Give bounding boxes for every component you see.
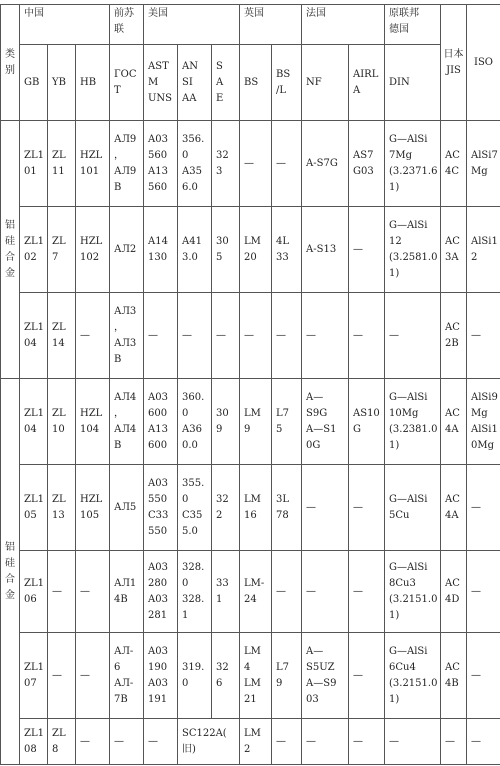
iso-cell: — <box>467 633 500 719</box>
iso-cell: AlSi7 Mg <box>467 121 500 207</box>
table-row <box>1 121 500 207</box>
sae-cell: 30 5 <box>212 207 240 293</box>
airla-header: AIRL A <box>349 45 385 121</box>
iso-cell: AlSi1 2 <box>467 207 500 293</box>
astm-uns-cell: A03 190 A03 191 <box>144 633 178 719</box>
ansi-aa-cell: 319. 0 <box>178 633 212 719</box>
bs-l-cell: — <box>272 719 302 765</box>
ansi-aa-cell: A41 3.0 <box>178 207 212 293</box>
hb-cell: HZL 105 <box>76 465 110 551</box>
ansi-aa-cell: 328. 0 328. 1 <box>178 551 212 633</box>
gost-cell: АЛ2 <box>110 207 144 293</box>
gost-header: ГОС Т <box>110 45 144 121</box>
germany-header: 原联邦 德国 <box>385 5 441 45</box>
bs-header: BS <box>240 45 272 121</box>
airla-cell: — <box>349 465 385 551</box>
bs-l-cell: 3L 78 <box>272 465 302 551</box>
bs-cell: — <box>240 293 272 379</box>
astm-uns-cell: A14 130 <box>144 207 178 293</box>
airla-cell: AS10 G <box>349 379 385 465</box>
france-header: 法国 <box>302 5 385 45</box>
table-row <box>1 379 500 465</box>
yb-cell: ZL 13 <box>48 465 76 551</box>
gost-cell: — <box>110 719 144 765</box>
gost-cell: АЛ4 ， АЛ4 В <box>110 379 144 465</box>
din-header: DIN <box>385 45 441 121</box>
gost-cell: АЛ3 ， АЛ3 В <box>110 293 144 379</box>
jis-cell: AC 4B <box>441 633 467 719</box>
ansi-aa-cell: 355. 0 C35 5.0 <box>178 465 212 551</box>
hb-cell: — <box>76 551 110 633</box>
jis-cell: AC 3A <box>441 207 467 293</box>
iso-cell: — <box>467 293 500 379</box>
yb-cell: ZL 8 <box>48 719 76 765</box>
yb-header: YB <box>48 45 76 121</box>
table-row <box>1 293 500 379</box>
bs-l-cell: — <box>272 121 302 207</box>
gb-cell: ZL1 04 <box>20 379 48 465</box>
sae-cell: 32 2 <box>212 465 240 551</box>
din-cell: G—AlSi 5Cu <box>385 465 441 551</box>
nf-cell: — <box>302 465 349 551</box>
hb-cell: — <box>76 633 110 719</box>
din-cell: G—AlSi 12 (3.2581.0 1) <box>385 207 441 293</box>
bs-cell: LM 2 <box>240 719 272 765</box>
usa-header: 美国 <box>144 5 240 45</box>
ussr-header: 前苏 联 <box>110 5 144 45</box>
sae-header: S A E <box>212 45 240 121</box>
yb-cell: — <box>48 551 76 633</box>
din-cell: G—AlSi 6Cu4 (3.2151.0 1) <box>385 633 441 719</box>
hb-cell: HZL 101 <box>76 121 110 207</box>
bs-l-cell: L7 5 <box>272 379 302 465</box>
nf-header: NF <box>302 45 349 121</box>
sae-cell: — <box>212 293 240 379</box>
alloy-grade-comparison-table <box>0 4 500 765</box>
table-row <box>1 465 500 551</box>
yb-cell: ZL 14 <box>48 293 76 379</box>
table-row <box>1 719 500 765</box>
din-cell: G—AlSi 8Cu3 (3.2151.0 1) <box>385 551 441 633</box>
din-cell: G—AlSi 10Mg (3.2381.0 1) <box>385 379 441 465</box>
gb-cell: ZL1 08 <box>20 719 48 765</box>
din-cell: G—AlSi 7Mg (3.2371.6 1) <box>385 121 441 207</box>
sae-cell: 30 9 <box>212 379 240 465</box>
astm-uns-cell: A03 280 A03 281 <box>144 551 178 633</box>
jis-cell: AC 4C <box>441 121 467 207</box>
airla-cell: — <box>349 551 385 633</box>
gb-cell: ZL1 07 <box>20 633 48 719</box>
nf-cell: — <box>302 719 349 765</box>
standard-header-row <box>1 45 500 121</box>
airla-cell: — <box>349 207 385 293</box>
iso-cell: — <box>467 551 500 633</box>
category-header: 类 别 <box>1 5 20 121</box>
bs-l-cell: L7 9 <box>272 633 302 719</box>
bs-cell: LM 4 LM 21 <box>240 633 272 719</box>
hb-cell: HZL 104 <box>76 379 110 465</box>
bs-cell: LM 20 <box>240 207 272 293</box>
gost-cell: АЛ1 4В <box>110 551 144 633</box>
ansi-aa-cell: SC122A( 旧) <box>178 719 240 765</box>
astm-uns-cell: A03 600 A13 600 <box>144 379 178 465</box>
jis-cell: AC 4D <box>441 551 467 633</box>
astm-uns-header: AST M UNS <box>144 45 178 121</box>
iso-header: ISO <box>467 5 500 121</box>
jis-cell: AC 2B <box>441 293 467 379</box>
table-row <box>1 633 500 719</box>
gb-cell: ZL1 06 <box>20 551 48 633</box>
ansi-aa-cell: 356. 0 A35 6.0 <box>178 121 212 207</box>
sae-cell: 32 6 <box>212 633 240 719</box>
bs-l-header: BS /L <box>272 45 302 121</box>
astm-uns-cell: — <box>144 719 178 765</box>
bs-cell: LM- 24 <box>240 551 272 633</box>
airla-cell: AS7 G03 <box>349 121 385 207</box>
bs-l-cell: — <box>272 551 302 633</box>
uk-header: 英国 <box>240 5 302 45</box>
bs-l-cell: 4L 33 <box>272 207 302 293</box>
din-cell: — <box>385 719 441 765</box>
jis-cell: — <box>441 719 467 765</box>
bs-l-cell: — <box>272 293 302 379</box>
bs-cell: LM 9 <box>240 379 272 465</box>
yb-cell: ZL 7 <box>48 207 76 293</box>
astm-uns-cell: A03 560 A13 560 <box>144 121 178 207</box>
iso-cell: AlSi9 Mg AlSi1 0Mg <box>467 379 500 465</box>
yb-cell: — <box>48 633 76 719</box>
nf-cell: — <box>302 551 349 633</box>
nf-cell: A-S13 <box>302 207 349 293</box>
yb-cell: ZL 10 <box>48 379 76 465</box>
ansi-aa-header: AN SI AA <box>178 45 212 121</box>
hb-cell: HZL 102 <box>76 207 110 293</box>
jis-cell: AC 4A <box>441 379 467 465</box>
astm-uns-cell: A03 550 C33 550 <box>144 465 178 551</box>
nf-cell: — <box>302 293 349 379</box>
din-cell: — <box>385 293 441 379</box>
airla-cell: — <box>349 719 385 765</box>
country-header-row <box>1 5 500 45</box>
gb-cell: ZL1 02 <box>20 207 48 293</box>
sae-cell: 32 3 <box>212 121 240 207</box>
nf-cell: A— S9G A—S1 0G <box>302 379 349 465</box>
gost-cell: АЛ5 <box>110 465 144 551</box>
gost-cell: АЛ9 ， АЛ9 В <box>110 121 144 207</box>
ansi-aa-cell: — <box>178 293 212 379</box>
ansi-aa-cell: 360. 0 A36 0.0 <box>178 379 212 465</box>
category-cell: 铝 硅 合 金 <box>1 121 20 379</box>
astm-uns-cell: — <box>144 293 178 379</box>
nf-cell: A— S5UZ A—S9 03 <box>302 633 349 719</box>
iso-cell: — <box>467 465 500 551</box>
bs-cell: LM 16 <box>240 465 272 551</box>
sae-cell: 33 1 <box>212 551 240 633</box>
jis-cell: AC 4A <box>441 465 467 551</box>
category-cell: 铝 硅 合 金 <box>1 379 20 765</box>
gb-header: GB <box>20 45 48 121</box>
iso-cell: — <box>467 719 500 765</box>
china-header: 中国 <box>20 5 110 45</box>
bs-cell: — <box>240 121 272 207</box>
japan-jis-header: 日本 JIS <box>441 5 467 121</box>
airla-cell: — <box>349 293 385 379</box>
gost-cell: АЛ- 6 АЛ- 7В <box>110 633 144 719</box>
table-row <box>1 207 500 293</box>
hb-cell: — <box>76 293 110 379</box>
airla-cell: — <box>349 633 385 719</box>
yb-cell: ZL 11 <box>48 121 76 207</box>
gb-cell: ZL1 04 <box>20 293 48 379</box>
hb-cell: — <box>76 719 110 765</box>
gb-cell: ZL1 05 <box>20 465 48 551</box>
table-row <box>1 551 500 633</box>
gb-cell: ZL1 01 <box>20 121 48 207</box>
nf-cell: A-S7G <box>302 121 349 207</box>
hb-header: HB <box>76 45 110 121</box>
